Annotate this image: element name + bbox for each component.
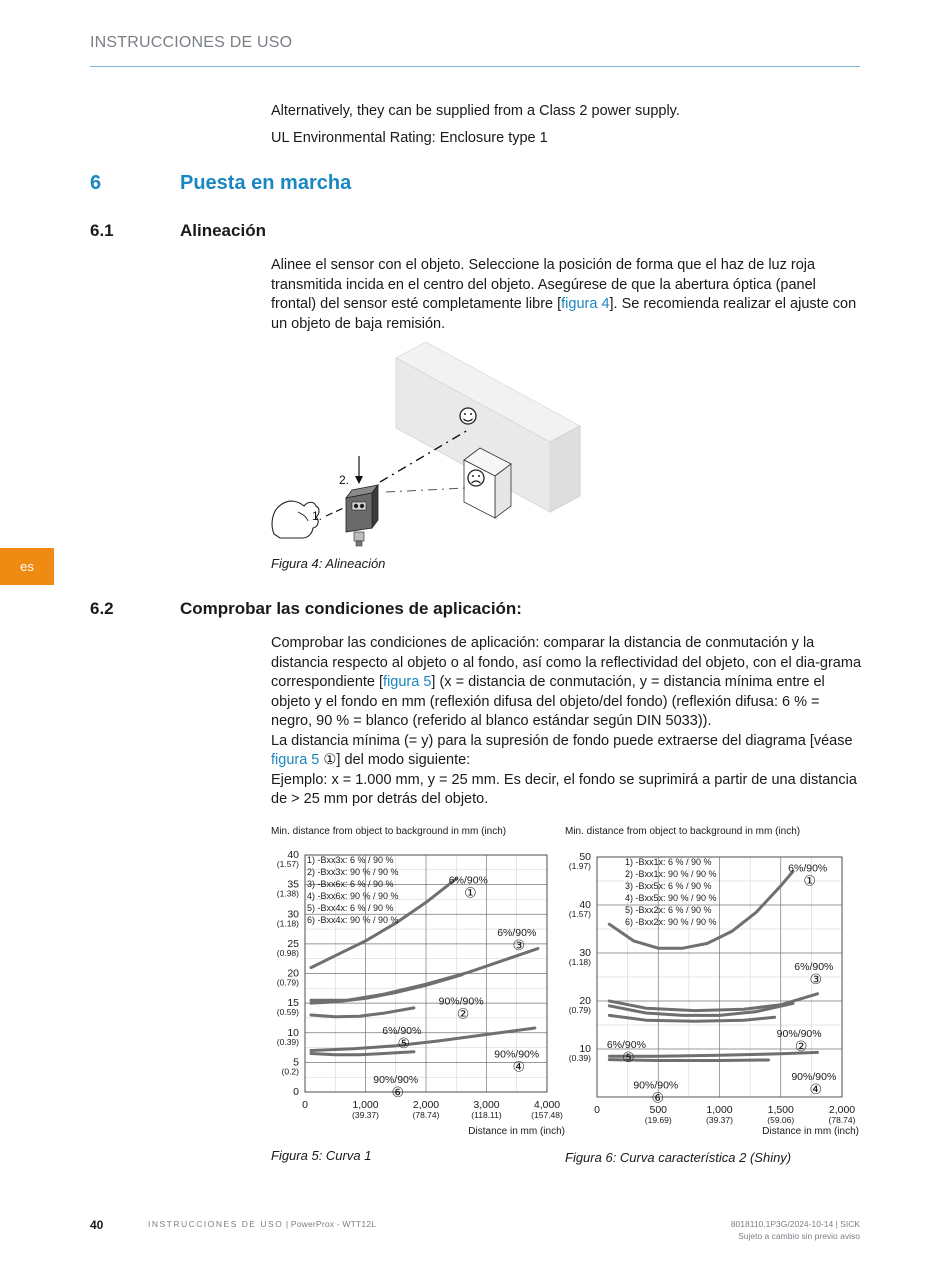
x-tick-label: 4,000 [533, 1099, 561, 1111]
page-number: 40 [90, 1218, 104, 1232]
x-tick-sublabel: (39.37) [706, 1115, 733, 1125]
step-1-label: 1. [312, 509, 323, 523]
chart-1 [268, 845, 568, 1140]
legend-entry: 6) -Bxx4x: 90 % / 90 % [307, 915, 399, 925]
series-marker-3: ③ [512, 937, 526, 954]
series-marker-4: ④ [512, 1058, 526, 1075]
x-tick-sublabel: (19.69) [644, 1115, 672, 1125]
series-curve-6 [311, 1052, 414, 1055]
section-6-number: 6 [90, 172, 102, 194]
series-label-5: 6%/90% [606, 1039, 646, 1052]
figure-5-caption: Figura 5: Curva 1 [271, 1148, 372, 1163]
series-label-5: 6%/90% [382, 1024, 422, 1037]
series-label-2: 90%/90% [438, 995, 484, 1008]
series-marker-6: ⑥ [391, 1084, 405, 1101]
y-tick-sublabel: (1.18) [276, 918, 299, 929]
figure-5-link-2[interactable]: figura 5 [271, 752, 320, 768]
series-curve-4 [311, 1028, 535, 1051]
x-tick-sublabel: (39.37) [352, 1110, 379, 1120]
section-6-1-number: 6.1 [90, 221, 114, 240]
section-6-2-paragraph: Comprobar las condiciones de aplicación: comparar la distancia de conmutación y la distancia respecto al objeto o al fondo, así como la reflectividad del objeto, con el dia-grama correspondiente [figura 5] (x = distancia de conmutación, y = distancia mínima entre el objeto y el fondo en mm (reflexión difusa del objeto/del fondo) (reflexión difusa: 6 % = negro, 90 % = blanco (referido al blanco estándar según DIN 5033)). La distancia mínima (= y) para la supresión de fondo puede extraerse del diagrama [véase figura 5 ①] del modo siguiente: Ejemplo: x = 1.000 mm, y = 25 mm. Es decir, el fondo se suprimirá a partir de una distancia de > 25 mm por detrás del objeto. [271, 635, 862, 807]
y-tick-label: 40 [579, 899, 591, 911]
y-tick-sublabel: (1.18) [568, 957, 591, 967]
series-marker-2: ② [456, 1005, 470, 1022]
series-label-4: 90%/90% [494, 1048, 540, 1061]
alignment-illustration [268, 338, 588, 550]
x-tick-sublabel: (157.48) [531, 1110, 563, 1120]
series-label-6: 90%/90% [633, 1079, 679, 1092]
legend-entry: 5) -Bxx4x: 6 % / 90 % [307, 903, 394, 913]
legend-entry: 1) -Bxx1x: 6 % / 90 % [625, 857, 712, 867]
series-curve-5 [311, 1008, 414, 1017]
intro-line-1: Alternatively, they can be supplied from a Class 2 power supply. [271, 103, 680, 119]
x-tick-label: 1,000 [352, 1099, 379, 1111]
x-tick-label: 0 [302, 1099, 308, 1111]
y-tick-sublabel: (0.2) [281, 1066, 299, 1077]
y-tick-label: 35 [287, 878, 299, 891]
y-tick-label: 50 [579, 851, 591, 863]
x-tick-sublabel: (78.74) [412, 1110, 440, 1120]
y-tick-sublabel: (1.57) [568, 909, 591, 919]
x-axis-title: Distance in mm (inch) [762, 1126, 859, 1137]
x-tick-label: 1,500 [767, 1104, 794, 1116]
smiley-face-icon [460, 408, 476, 424]
sensor-icon [346, 485, 378, 546]
y-tick-label: 10 [579, 1043, 591, 1055]
chart-2-title: Min. distance from object to background in mm (inch) [565, 826, 801, 837]
y-tick-sublabel: (0.79) [276, 977, 299, 988]
x-tick-label: 500 [649, 1104, 668, 1116]
series-curve-4 [609, 1052, 817, 1056]
series-label-4: 90%/90% [791, 1071, 837, 1084]
y-tick-label: 0 [293, 1086, 299, 1098]
chart-1-title: Min. distance from object to background in mm (inch) [271, 826, 507, 837]
step-2-label: 2. [339, 473, 350, 487]
legend-entry: 4) -Bxx5x: 90 % / 90 % [625, 893, 717, 903]
x-tick-sublabel: (59.06) [767, 1115, 795, 1125]
series-marker-5: ⑤ [397, 1034, 411, 1051]
section-6-2-title: Comprobar las condiciones de aplicación: [180, 599, 522, 618]
y-tick-sublabel: (0.59) [276, 1007, 299, 1018]
series-marker-1: ① [803, 872, 816, 889]
series-label-6: 90%/90% [373, 1074, 419, 1087]
legend-entry: 3) -Bxx5x: 6 % / 90 % [625, 881, 712, 891]
series-label-1: 6%/90% [788, 862, 828, 875]
figure-6-caption: Figura 6: Curva característica 2 (Shiny) [565, 1150, 792, 1165]
y-tick-label: 25 [287, 937, 299, 950]
y-tick-sublabel: (0.79) [568, 1005, 591, 1015]
series-label-2: 90%/90% [776, 1028, 822, 1040]
legend-entry: 3) -Bxx6x: 6 % / 90 % [307, 879, 394, 889]
section-6-title: Puesta en marcha [180, 172, 352, 194]
running-header: INSTRUCCIONES DE USO [90, 34, 293, 51]
legend-entry: 2) -Bxx3x: 90 % / 90 % [307, 867, 399, 877]
x-tick-label: 2,000 [828, 1104, 856, 1116]
x-tick-label: 2,000 [412, 1099, 440, 1111]
y-tick-sublabel: (0.98) [276, 947, 299, 958]
series-marker-6: ⑥ [651, 1089, 665, 1106]
y-tick-sublabel: (1.57) [276, 859, 299, 869]
footer-document: INSTRUCCIONES DE USO | PowerProx - WTT12L [148, 1219, 377, 1229]
series-marker-1: ① [464, 884, 477, 901]
section-6-1-paragraph: Alinee el sensor con el objeto. Seleccione la posición de forma que el haz de luz roja transmitida incida en el centro del objeto. Asegúrese de que la abertura óptica (panel frontal) del sensor esté completamente libre [figura 4]. Se recomienda realizar el ajuste con un objeto de baja remisión. [271, 257, 857, 332]
section-6-2-number: 6.2 [90, 599, 114, 618]
x-tick-sublabel: (118.11) [471, 1110, 502, 1120]
series-marker-3: ③ [809, 970, 823, 987]
legend-entry: 2) -Bxx1x: 90 % / 90 % [625, 869, 717, 879]
legend-entry: 4) -Bxx6x: 90 % / 90 % [307, 891, 399, 901]
y-tick-label: 5 [293, 1056, 299, 1069]
y-tick-sublabel: (0.39) [276, 1036, 299, 1047]
legend-entry: 5) -Bxx2x: 6 % / 90 % [625, 905, 712, 915]
figure-5-link[interactable]: figura 5 [383, 674, 432, 690]
section-6-1-title: Alineación [180, 221, 266, 240]
series-marker-4: ④ [809, 1081, 823, 1098]
language-tab: es [0, 548, 54, 585]
x-tick-label: 1,000 [706, 1104, 733, 1116]
series-marker-5: ⑤ [622, 1049, 635, 1066]
y-tick-label: 15 [287, 997, 299, 1010]
y-tick-sublabel: (1.97) [568, 861, 591, 871]
series-label-1: 6%/90% [448, 874, 488, 887]
y-tick-label: 10 [287, 1026, 299, 1039]
figure-4-link[interactable]: figura 4 [561, 296, 610, 312]
x-tick-label: 0 [594, 1104, 600, 1116]
x-axis-title: Distance in mm (inch) [468, 1126, 565, 1137]
sad-face-icon [468, 470, 484, 486]
series-curve-3 [311, 949, 538, 1001]
y-tick-label: 20 [287, 967, 299, 980]
x-tick-sublabel: (78.74) [828, 1115, 856, 1125]
y-tick-label: 40 [287, 849, 299, 861]
legend-entry: 1) -Bxx3x: 6 % / 90 % [307, 855, 394, 865]
figure-4-caption: Figura 4: Alineación [271, 556, 386, 571]
y-tick-label: 20 [579, 995, 591, 1007]
series-label-3: 6%/90% [794, 960, 834, 973]
y-tick-sublabel: (0.39) [568, 1053, 591, 1063]
footer-reference: 8018110.1P3G/2024-10-14 | SICK Sujeto a cambio sin previo aviso [730, 1219, 860, 1241]
chart-2 [562, 845, 862, 1140]
y-tick-label: 30 [287, 908, 299, 921]
series-curve-3 [609, 994, 817, 1011]
header-rule [90, 66, 860, 67]
y-tick-sublabel: (1.38) [276, 888, 299, 899]
legend-entry: 6) -Bxx2x: 90 % / 90 % [625, 917, 717, 927]
series-marker-2: ② [794, 1038, 808, 1054]
x-tick-label: 3,000 [473, 1099, 500, 1111]
series-label-3: 6%/90% [497, 927, 537, 940]
intro-line-2: UL Environmental Rating: Enclosure type 1 [271, 130, 548, 146]
y-tick-label: 30 [579, 947, 591, 959]
